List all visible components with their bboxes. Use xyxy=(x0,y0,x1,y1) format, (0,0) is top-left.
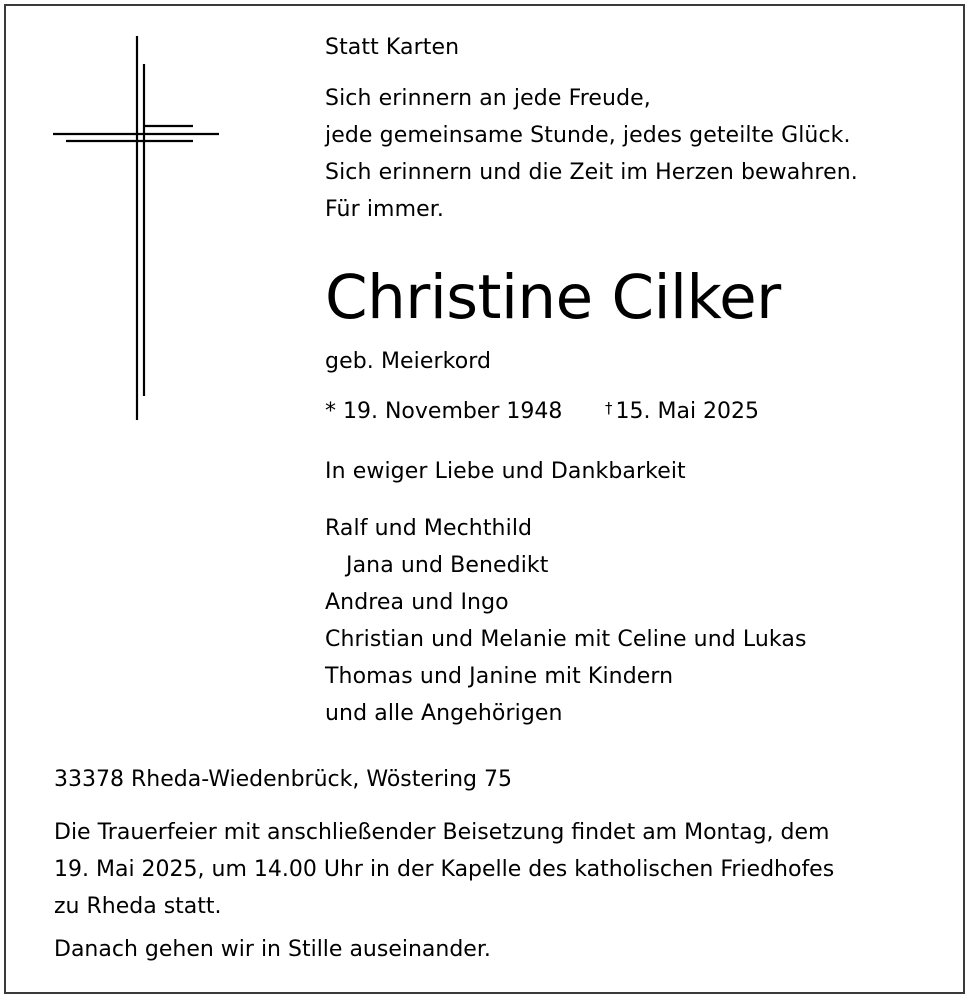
notice-header: Statt Karten xyxy=(325,35,460,60)
death-cross-symbol: † xyxy=(605,399,613,417)
birth-date: * 19. November 1948 xyxy=(325,399,563,424)
mourner-line: Ralf und Mechthild xyxy=(325,516,533,541)
deceased-name: Christine Cilker xyxy=(325,262,781,333)
mourner-line: und alle Angehörigen xyxy=(325,701,563,726)
maiden-name: geb. Meierkord xyxy=(325,349,492,374)
ceremony-line: Die Trauerfeier mit anschließender Beisetzung findet am Montag, dem xyxy=(54,820,830,845)
mourner-line: Thomas und Janine mit Kindern xyxy=(325,664,674,689)
mourner-line: Christian und Melanie mit Celine und Lukas xyxy=(325,627,807,652)
mourner-line: Jana und Benedikt xyxy=(346,553,549,578)
death-date: 15. Mai 2025 xyxy=(615,399,760,424)
closing-line: Danach gehen wir in Stille auseinander. xyxy=(54,937,491,962)
life-dates xyxy=(325,398,760,426)
poem-line: Sich erinnern an jede Freude, xyxy=(325,86,651,111)
ceremony-line: zu Rheda statt. xyxy=(54,894,222,919)
ceremony-line: 19. Mai 2025, um 14.00 Uhr in der Kapelle des katholischen Friedhofes xyxy=(54,857,835,882)
cross-icon xyxy=(50,34,225,424)
poem-line: Für immer. xyxy=(325,197,444,222)
mourner-line: Andrea und Ingo xyxy=(325,590,509,615)
poem-line: Sich erinnern und die Zeit im Herzen bewahren. xyxy=(325,160,858,185)
death-date-group xyxy=(605,398,759,427)
dedication: In ewiger Liebe und Dankbarkeit xyxy=(325,459,686,484)
address: 33378 Rheda-Wiedenbrück, Wöstering 75 xyxy=(54,767,512,792)
poem-line: jede gemeinsame Stunde, jedes geteilte Glück. xyxy=(325,123,851,148)
